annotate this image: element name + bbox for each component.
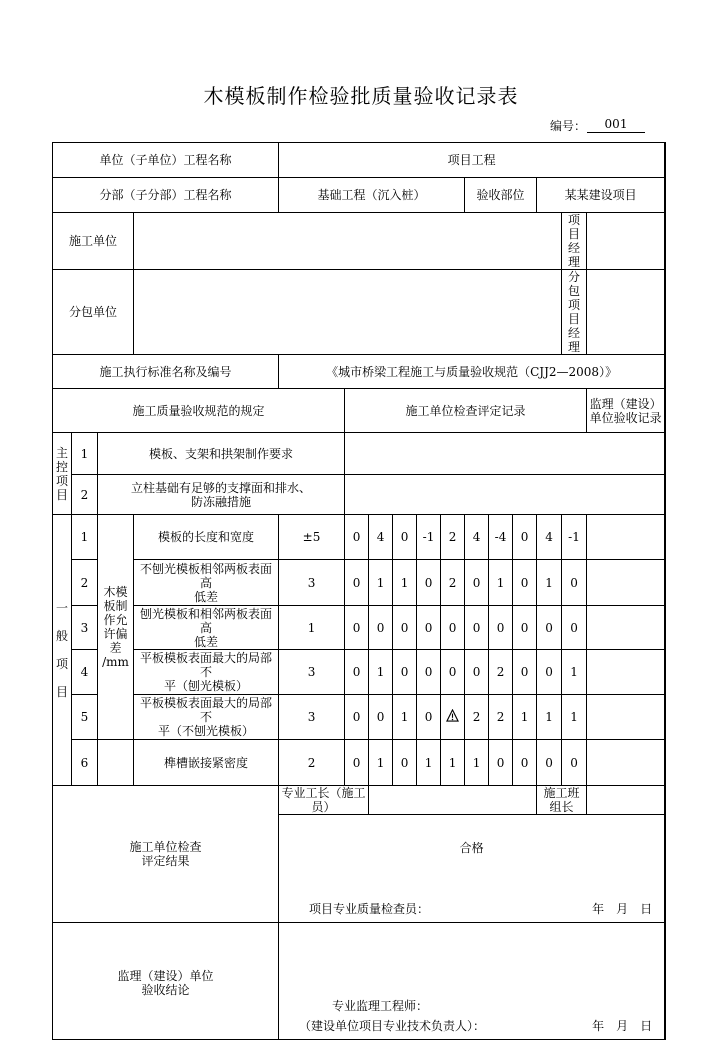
foreman-row (53, 786, 666, 815)
general-row-5 (53, 695, 666, 740)
measure-value: 0 (441, 606, 465, 650)
construction-unit-row (53, 213, 666, 270)
supervision-date: 年 月 日 (592, 1019, 653, 1033)
measure-value: 0 (513, 515, 537, 560)
measure-value: 1 (537, 560, 562, 606)
general-supervision (587, 650, 665, 695)
measure-value: 1 (393, 695, 417, 740)
measure-value: 1 (393, 560, 417, 606)
sub-project-row (53, 178, 666, 213)
general-item-no: 1 (72, 515, 98, 560)
team-leader-label: 施工班组长 (537, 786, 587, 815)
standard-value: 《城市桥梁工程施工与质量验收规范（CJJ2—2008）》 (279, 355, 665, 389)
measure-value: 0 (465, 560, 489, 606)
general-label: 一 般 项 目 (53, 515, 72, 786)
tolerance: 3 (279, 695, 345, 740)
supervision-header-line2: 单位验收记录 (589, 410, 662, 425)
foreman-value (369, 786, 537, 815)
project-manager-label: 项目经理 (562, 213, 587, 270)
measure-value: 4 (537, 515, 562, 560)
measure-value: 0 (417, 606, 441, 650)
tolerance: 1 (279, 606, 345, 650)
measure-value: -4 (489, 515, 513, 560)
form-title: 木模板制作检验批质量验收记录表 (203, 84, 519, 108)
measure-value: 1 (369, 650, 393, 695)
spec-header: 施工质量验收规范的规定 (53, 389, 345, 433)
measure-value: 0 (537, 650, 562, 695)
measure-value: 2 (441, 560, 465, 606)
measure-value: 0 (513, 650, 537, 695)
measure-value: 0 (417, 650, 441, 695)
supervision-header (587, 389, 665, 433)
measure-value: 1 (465, 740, 489, 786)
eval-result-value: 合格 (459, 841, 484, 855)
sub-project-label: 分部（子分部）工程名称 (53, 178, 279, 213)
team-leader-value (587, 786, 665, 815)
subcontract-value (134, 270, 562, 355)
main-item-no: 2 (72, 475, 98, 515)
measure-value: 1 (417, 740, 441, 786)
general-row-3 (53, 606, 666, 650)
general-item-no: 5 (72, 695, 98, 740)
measure-value: 2 (441, 515, 465, 560)
serial-label: 编号： (550, 119, 587, 133)
general-item-text: 刨光模板和相邻两板表面高 低差 (134, 606, 279, 650)
project-manager-value (587, 213, 665, 270)
main-control-row-1 (53, 433, 666, 475)
measure-value: 0 (345, 560, 369, 606)
measure-value: 1 (441, 740, 465, 786)
supervision-label: 监理（建设）单位 验收结论 (53, 923, 279, 1040)
measure-value: 0 (417, 560, 441, 606)
general-row-4 (53, 650, 666, 695)
measure-value: 0 (369, 695, 393, 740)
measure-value: 1 (369, 560, 393, 606)
general-row-2 (53, 560, 666, 606)
general-category: 木模 板制 作允 许偏 差 /mm (98, 515, 134, 740)
serial-number: 001 (587, 117, 645, 133)
eval-label: 施工单位检查 评定结果 (53, 786, 279, 923)
measure-value: 0 (537, 606, 562, 650)
measure-value: 1 (489, 560, 513, 606)
general-category-blank (98, 740, 134, 786)
measure-value: 0 (489, 606, 513, 650)
general-supervision (587, 740, 665, 786)
measure-value: 0 (393, 515, 417, 560)
measure-value: 1 (369, 740, 393, 786)
main-item-check (345, 433, 665, 475)
measure-value: 0 (393, 606, 417, 650)
measure-value: 0 (345, 740, 369, 786)
measure-value: 2 (489, 650, 513, 695)
inspection-record-table (52, 142, 666, 1040)
unit-row (53, 143, 666, 178)
measure-value: 0 (393, 650, 417, 695)
measure-value: 4 (369, 515, 393, 560)
supervision-result-cell (279, 923, 665, 1040)
construction-unit-label: 施工单位 (53, 213, 134, 270)
standard-row (53, 355, 666, 389)
general-row-1 (53, 515, 666, 560)
measure-value: 0 (417, 695, 441, 740)
main-item-check (345, 475, 665, 515)
construction-unit-value (134, 213, 562, 270)
general-item-no: 2 (72, 560, 98, 606)
tolerance: 2 (279, 740, 345, 786)
measure-value: 2 (489, 695, 513, 740)
general-supervision (587, 560, 665, 606)
measure-value: 0 (393, 740, 417, 786)
measure-value: 4 (465, 515, 489, 560)
main-item-text: 立柱基础有足够的支撑面和排水、 防冻融措施 (98, 475, 345, 515)
unit-name-value: 项目工程 (279, 143, 665, 178)
measure-value: 0 (465, 650, 489, 695)
general-supervision (587, 606, 665, 650)
measure-value: 0 (537, 740, 562, 786)
main-item-text: 模板、支架和拱架制作要求 (98, 433, 345, 475)
subcontract-label: 分包单位 (53, 270, 134, 355)
general-row-6 (53, 740, 666, 786)
measure-value: 0 (345, 695, 369, 740)
measure-value: 0 (489, 740, 513, 786)
measure-value: 0 (465, 606, 489, 650)
warning-triangle-icon (441, 695, 465, 740)
accept-part-value: 某某建设项目 (537, 178, 665, 213)
check-header: 施工单位检查评定记录 (345, 389, 587, 433)
measure-value: 0 (369, 606, 393, 650)
general-item-text: 榫槽嵌接紧密度 (134, 740, 279, 786)
measure-value: 1 (562, 650, 587, 695)
sub-pm-value (587, 270, 665, 355)
main-item-supervision (665, 475, 666, 515)
general-item-text: 模板的长度和宽度 (134, 515, 279, 560)
main-item-supervision (665, 433, 666, 475)
measure-value: 0 (345, 515, 369, 560)
measure-value: 0 (345, 650, 369, 695)
unit-name-label: 单位（子单位）工程名称 (53, 143, 279, 178)
measure-value: 1 (513, 695, 537, 740)
tolerance: ±5 (279, 515, 345, 560)
measure-value: -1 (417, 515, 441, 560)
general-item-text: 平板模板表面最大的局部不 平（刨光模板） (134, 650, 279, 695)
accept-part-label: 验收部位 (465, 178, 537, 213)
general-item-text: 不刨光模板相邻两板表面高 低差 (134, 560, 279, 606)
measure-value: 0 (562, 560, 587, 606)
standard-label: 施工执行标准名称及编号 (53, 355, 279, 389)
sub-project-value: 基础工程（沉入桩） (279, 178, 465, 213)
main-item-no: 1 (72, 433, 98, 475)
measure-value: 0 (513, 560, 537, 606)
measure-value: 0 (513, 606, 537, 650)
supervision-engineer-label: 专业监理工程师： (332, 999, 429, 1013)
column-header-row (53, 389, 666, 433)
general-item-no: 3 (72, 606, 98, 650)
supervision-tech-label: （建设单位项目专业技术负责人）： (299, 1019, 486, 1033)
general-item-no: 4 (72, 650, 98, 695)
measure-value: 0 (562, 606, 587, 650)
tolerance: 3 (279, 650, 345, 695)
general-supervision (587, 695, 665, 740)
supervision-header-line1: 监理（建设） (589, 396, 662, 411)
measure-value: 1 (537, 695, 562, 740)
measure-value: 2 (465, 695, 489, 740)
sub-pm-label: 分包项目经理 (562, 270, 587, 355)
main-control-label: 主 控 项 目 (53, 433, 72, 515)
main-control-row-2 (53, 475, 666, 515)
subcontract-row (53, 270, 666, 355)
measure-value: 0 (345, 606, 369, 650)
eval-result-cell (279, 815, 665, 923)
supervision-row (53, 923, 666, 1040)
general-item-text: 平板模板表面最大的局部不 平（不刨光模板） (134, 695, 279, 740)
measure-value: 0 (441, 650, 465, 695)
general-item-no: 6 (72, 740, 98, 786)
general-supervision (587, 515, 665, 560)
measure-value: 0 (513, 740, 537, 786)
eval-date: 年 月 日 (592, 902, 653, 916)
inspector-label: 项目专业质量检查员： (309, 902, 430, 916)
measure-value: -1 (562, 515, 587, 560)
foreman-label: 专业工长（施工员） (279, 786, 369, 815)
measure-value: 0 (562, 740, 587, 786)
measure-value: 1 (562, 695, 587, 740)
tolerance: 3 (279, 560, 345, 606)
